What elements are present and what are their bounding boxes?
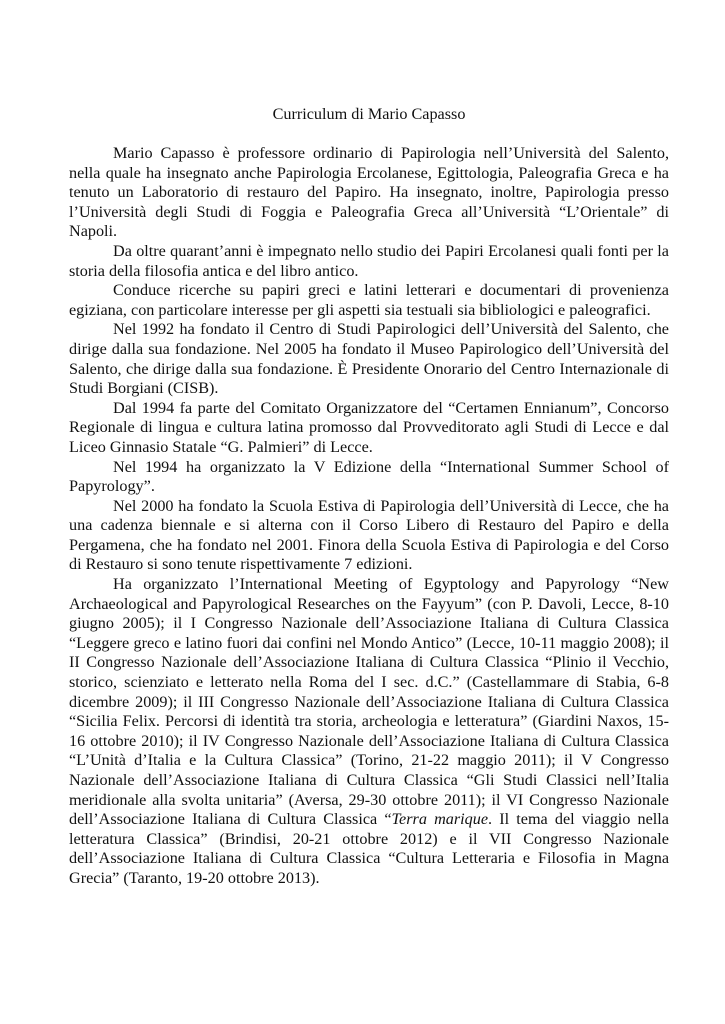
conferences-text-part2: . Il tema del viaggio nella letteratura Classica” (Brindisi, 20-21 ottobre 2012) e il VII Congresso Nazionale dell’Associazione Italiana di Cultura Classica “Cultura Letteraria e Filosofia in Magna Grecia” (Taranto, 19-20 ottobre 2013). <box>69 810 669 887</box>
paragraph-summer-school: Nel 1994 ha organizzato la V Edizione della “International Summer School of Papyrology”. <box>69 457 669 496</box>
paragraph-scuola-estiva: Nel 2000 ha fondato la Scuola Estiva di Papirologia dell’Università di Lecce, che ha una cadenza biennale e si alterna con il Corso Libero di Restauro del Papiro e della Pergamena, che ha fondato nel 2001. Finora della Scuola Estiva di Papirologia e del Corso di Restauro si sono tenute rispettivamente 7 edizioni. <box>69 496 669 574</box>
paragraph-certamen: Dal 1994 fa parte del Comitato Organizzatore del “Certamen Ennianum”, Concorso Regionale di lingua e cultura latina promosso dal Provveditorato agli Studi di Lecce e dal Liceo Ginnasio Statale “G. Palmieri” di Lecce. <box>69 398 669 456</box>
paragraph-position: Mario Capasso è professore ordinario di Papirologia nell’Università del Salento, nella quale ha insegnato anche Papirologia Ercolanese, Egittologia, Paleografia Greca e ha tenuto un Laboratorio di restauro del Papiro. Ha insegnato, inoltre, Papirologia presso l’Università degli Studi di Foggia e Paleografia Greca all’Università “L’Orientale” di Napoli. <box>69 144 669 241</box>
paragraph-conferences <box>69 575 669 889</box>
document-title: Curriculum di Mario Capasso <box>272 105 466 123</box>
paragraph-herculaneum-research: Da oltre quarant’anni è impegnato nello studio dei Papiri Ercolanesi quali fonti per la storia della filosofia antica e del libro antico. <box>69 241 669 280</box>
conference-title-italic: Terra marique <box>391 810 489 829</box>
paragraph-foundations: Nel 1992 ha fondato il Centro di Studi Papirologici dell’Università del Salento, che dirige dalla sua fondazione. Nel 2005 ha fondato il Museo Papirologico dell’Università del Salento, che dirige dalla sua fondazione. È Presidente Onorario del Centro Internazionale di Studi Borgiani (CISB). <box>69 320 669 398</box>
paragraph-egyptian-papyri: Conduce ricerche su papiri greci e latini letterari e documentari di provenienza egiziana, con particolare interesse per gli aspetti sia testuali sia bibliologici e paleografici. <box>69 281 669 319</box>
document-page <box>69 104 669 889</box>
conferences-text-part1: Ha organizzato l’International Meeting of Egyptology and Papyrology “New Archaeological and Papyrological Researches on the Fayyum” (con P. Davoli, Lecce, 8-10 giugno 2005); il I Congresso Nazionale dell’Associazione Italiana di Cultura Classica “Leggere greco e latino fuori dai confini nel Mondo Antico” (Lecce, 10-11 maggio 2008); il II Congresso Nazionale dell’Associazione Italiana di Cultura Classica “Plinio il Vecchio, storico, scienziato e letterato nella Roma del I sec. d.C.” (Castellammare di Stabia, 6-8 dicembre 2009); il III Congresso Nazionale dell’Associazione Italiana di Cultura Classica “Sicilia Felix. Percorsi di identità tra storia, archeologia e letteratura” (Giardini Naxos, 15-16 ottobre 2010); il IV Congresso Nazionale dell’Associazione Italiana di Cultura Classica “L’Unità d’Italia e la Cultura Classica” (Torino, 21-22 maggio 2011); il V Congresso Nazionale dell’Associazione Italiana di Cultura Classica “Gli Studi Classici nell’Italia meridionale alla svolta unitaria” (Aversa, 29-30 ottobre 2011); il VI Congresso Nazionale dell’Associazione Italiana di Cultura Classica “ <box>69 575 669 829</box>
